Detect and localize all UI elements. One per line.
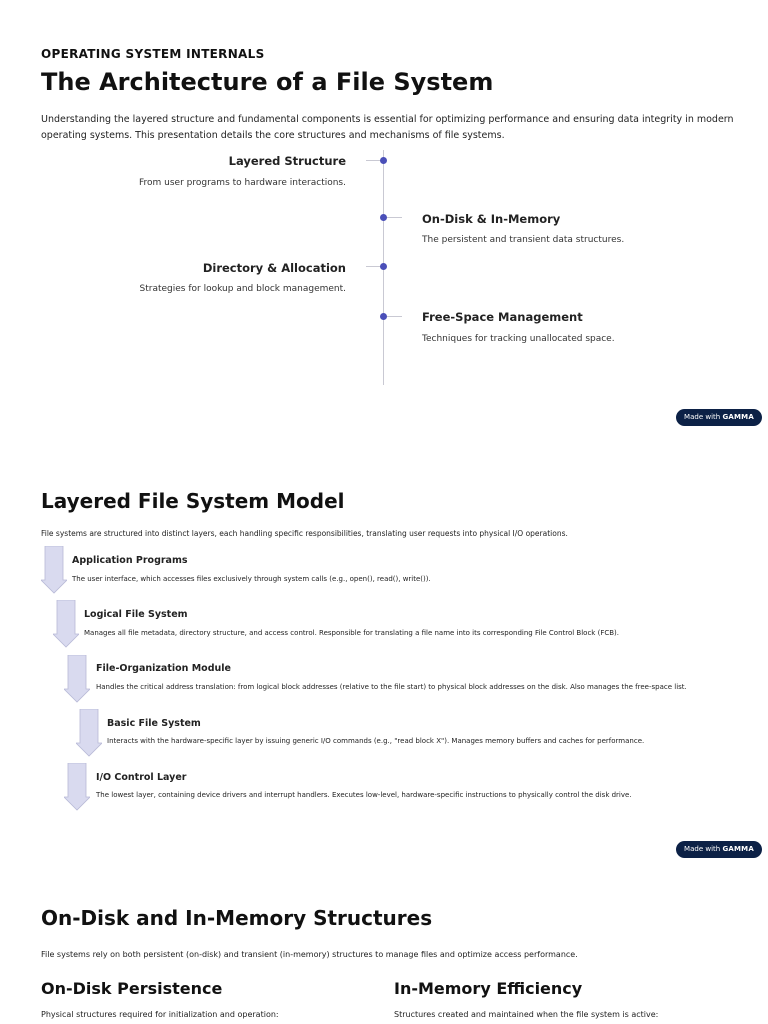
down-arrow-icon	[41, 546, 67, 594]
badge-prefix: Made with	[684, 845, 721, 853]
down-arrow-icon	[76, 709, 102, 757]
layer-title: Basic File System	[107, 718, 201, 729]
layer-desc: Manages all file metadata, directory structure, and access control. Responsible for translating a file name into its corresponding File Control Block (FCB).	[84, 629, 619, 637]
layer-title: I/O Control Layer	[96, 772, 187, 783]
timeline-dot	[380, 263, 387, 270]
timeline-item-title: Free-Space Management	[422, 310, 583, 324]
timeline-item-desc: The persistent and transient data structures.	[422, 235, 625, 245]
column-title-in-memory: In-Memory Efficiency	[394, 979, 583, 998]
timeline-item-desc: Techniques for tracking unallocated space.	[422, 334, 615, 344]
layer-desc: Interacts with the hardware-specific layer by issuing generic I/O commands (e.g., "read block X"). Manages memory buffers and caches for performance.	[107, 737, 645, 745]
down-arrow-icon	[53, 600, 79, 648]
section-title-layers: Layered File System Model	[41, 489, 345, 513]
layer-desc: The user interface, which accesses files exclusively through system calls (e.g., open(), read(), write()).	[72, 575, 431, 583]
layer-title: File-Organization Module	[96, 663, 231, 674]
section-intro-structures: File systems rely on both persistent (on-disk) and transient (in-memory) structures to manage files and optimize access performance.	[41, 950, 578, 959]
layer-desc: Handles the critical address translation: from logical block addresses (relative to the file start) to physical block addresses on the disk. Also manages the free-space list.	[96, 683, 687, 691]
layer-desc: The lowest layer, containing device drivers and interrupt handlers. Executes low-level, hardware-specific instructions to physically control the disk drive.	[96, 791, 632, 799]
column-intro-in-memory: Structures created and maintained when the file system is active:	[394, 1010, 659, 1019]
section-intro-layers: File systems are structured into distinct layers, each handling specific responsibilities, translating user requests into physical I/O operations.	[41, 529, 568, 538]
page-title: The Architecture of a File System	[41, 68, 494, 96]
timeline-dot	[380, 157, 387, 164]
timeline-item-title: On-Disk & In-Memory	[422, 212, 561, 226]
column-title-on-disk: On-Disk Persistence	[41, 979, 223, 998]
timeline-item-title: Layered Structure	[228, 154, 346, 168]
down-arrow-icon	[64, 763, 90, 811]
section-title-structures: On-Disk and In-Memory Structures	[41, 906, 433, 930]
timeline-item-desc: From user programs to hardware interactions.	[139, 178, 346, 188]
gamma-logo-text: GAMMA	[722, 413, 754, 421]
made-with-gamma-badge[interactable]	[676, 841, 762, 858]
timeline-dot	[380, 214, 387, 221]
made-with-gamma-badge[interactable]	[676, 409, 762, 426]
gamma-logo-text: GAMMA	[722, 845, 754, 853]
intro-paragraph: Understanding the layered structure and fundamental components is essential for optimizing performance and ensuring data integrity in modern operating systems. This presentation details the core structures and mechanisms of file systems.	[41, 114, 734, 141]
layer-title: Application Programs	[72, 555, 188, 566]
timeline-item-desc: Strategies for lookup and block management.	[139, 284, 346, 294]
layer-title: Logical File System	[84, 609, 188, 620]
column-intro-on-disk: Physical structures required for initialization and operation:	[41, 1010, 279, 1019]
timeline-dot	[380, 313, 387, 320]
down-arrow-icon	[64, 655, 90, 703]
badge-prefix: Made with	[684, 413, 721, 421]
eyebrow-label: OPERATING SYSTEM INTERNALS	[41, 47, 265, 61]
timeline-item-title: Directory & Allocation	[202, 261, 346, 275]
